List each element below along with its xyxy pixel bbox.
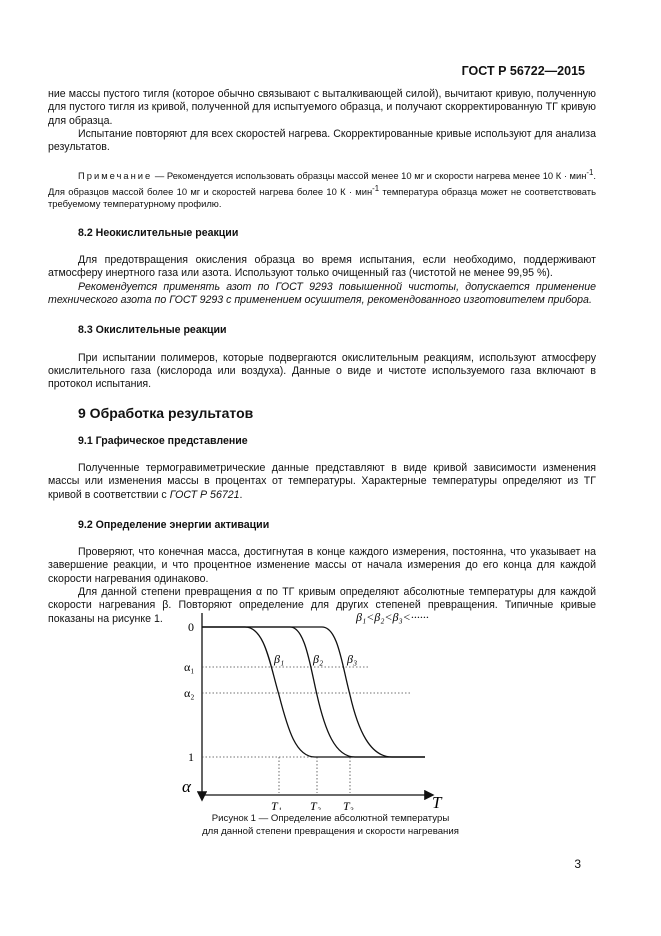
x-tick-t1: T₁: [271, 799, 282, 810]
note-label: Примечание: [78, 170, 153, 182]
curve-beta-1: [202, 627, 425, 757]
curve-label-beta2: β₂: [313, 652, 324, 666]
y-tick-0: 0: [188, 620, 194, 634]
curve-label-beta3: β₃: [347, 652, 358, 666]
tg-curves: [202, 627, 425, 757]
curve-beta-2: [202, 627, 425, 757]
section-heading-9-2: 9.2 Определение энергии активации: [78, 518, 270, 531]
paragraph: Проверяют, что конечная масса, достигнутая в конце каждого измерения, постоянна, что указывает на завершение реакции, и что процентное изменение массы от начала измерения до его конца для каждой скорости нагревания одинаково.: [48, 546, 596, 585]
standard-id: ГОСТ Р 56722—2015: [461, 64, 585, 78]
paragraph: Для предотвращения окисления образца во время испытания, если необходимо, поддерживают атмосферу инертного газа или азота. Используют только очищенный газ (чистотой не менее 99,95 %).: [48, 254, 596, 280]
y-axis-label: α: [182, 777, 191, 796]
y-tick-alpha2: α₂: [184, 686, 195, 700]
tg-curves-diagram: [170, 605, 460, 810]
reference-lines: [202, 667, 425, 793]
y-tick-alpha1: α₁: [184, 660, 195, 674]
document-body: [48, 88, 596, 626]
section-heading-8-2: 8.2 Неокислительные реакции: [78, 226, 239, 239]
legend-text: β₁<β₂<β₃<······: [356, 610, 429, 624]
curve-beta-3: [202, 627, 425, 757]
x-tick-t3: T₃: [343, 799, 354, 810]
paragraph: При испытании полимеров, которые подвергаются окислительным реакциям, используют атмосферу окислительного газа (кислорода или воздуха). Данные о виде и чистоте используемого газа включают в протокол испытания.: [48, 351, 596, 391]
curve-label-beta1: β₁: [274, 652, 285, 666]
paragraph: ние массы пустого тигля (которое обычно связывают с выталкивающей силой), вычитают кривую, полученную для пустого тигля из кривой, полученной для испытуемого образца, и получают скорректированную ТГ кривую для образца.: [48, 88, 596, 127]
x-tick-t2: T₂: [310, 799, 321, 810]
note: Примечание — Рекомендуется использовать образцы массой менее 10 мг и скорости нагрева менее 10 К · мин$^{-1}$. Для образцов массой более 10 мг и скоростей нагрева более 10 К · мин$^{-1}$ температура образца может не соответствовать требуемому температурному профилю.: [48, 168, 596, 209]
page-number: 3: [574, 857, 581, 871]
paragraph: Для данной степени превращения α по ТГ кривым определяют абсолютные температуры для каждой скорости нагревания β. Повторяют определение для других степеней превращения. Типичные кривые показаны на рисунке 1.: [48, 586, 596, 625]
paragraph: Рекомендуется применять азот по ГОСТ 9293 повышенной чистоты, допускается применение технического азота по ГОСТ 9293 с применением осушителя, рекомендованного изготовителем прибора.: [48, 280, 596, 306]
section-heading-8-3: 8.3 Окислительные реакции: [78, 324, 227, 337]
x-axis-label: T: [432, 793, 442, 810]
standard-reference: ГОСТ Р 56721: [169, 488, 240, 501]
section-heading-9: 9 Обработка результатов: [78, 405, 254, 422]
figure-1: [170, 605, 460, 810]
paragraph: Полученные термогравиметрические данные представляют в виде кривой зависимости изменения массы или изменения массы в процентах от температуры. Характерные температуры определяют из ТГ кривой в соответствии с ГОСТ Р 56721.: [48, 462, 596, 501]
paragraph: Испытание повторяют для всех скоростей нагрева. Скорректированные кривые используют для анализа результатов.: [48, 127, 596, 154]
y-tick-1: 1: [188, 750, 194, 764]
section-heading-9-1: 9.1 Графическое представление: [78, 434, 248, 447]
figure-caption: Рисунок 1 — Определение абсолютной температуры для данной степени превращения и скорости нагревания: [202, 813, 459, 837]
